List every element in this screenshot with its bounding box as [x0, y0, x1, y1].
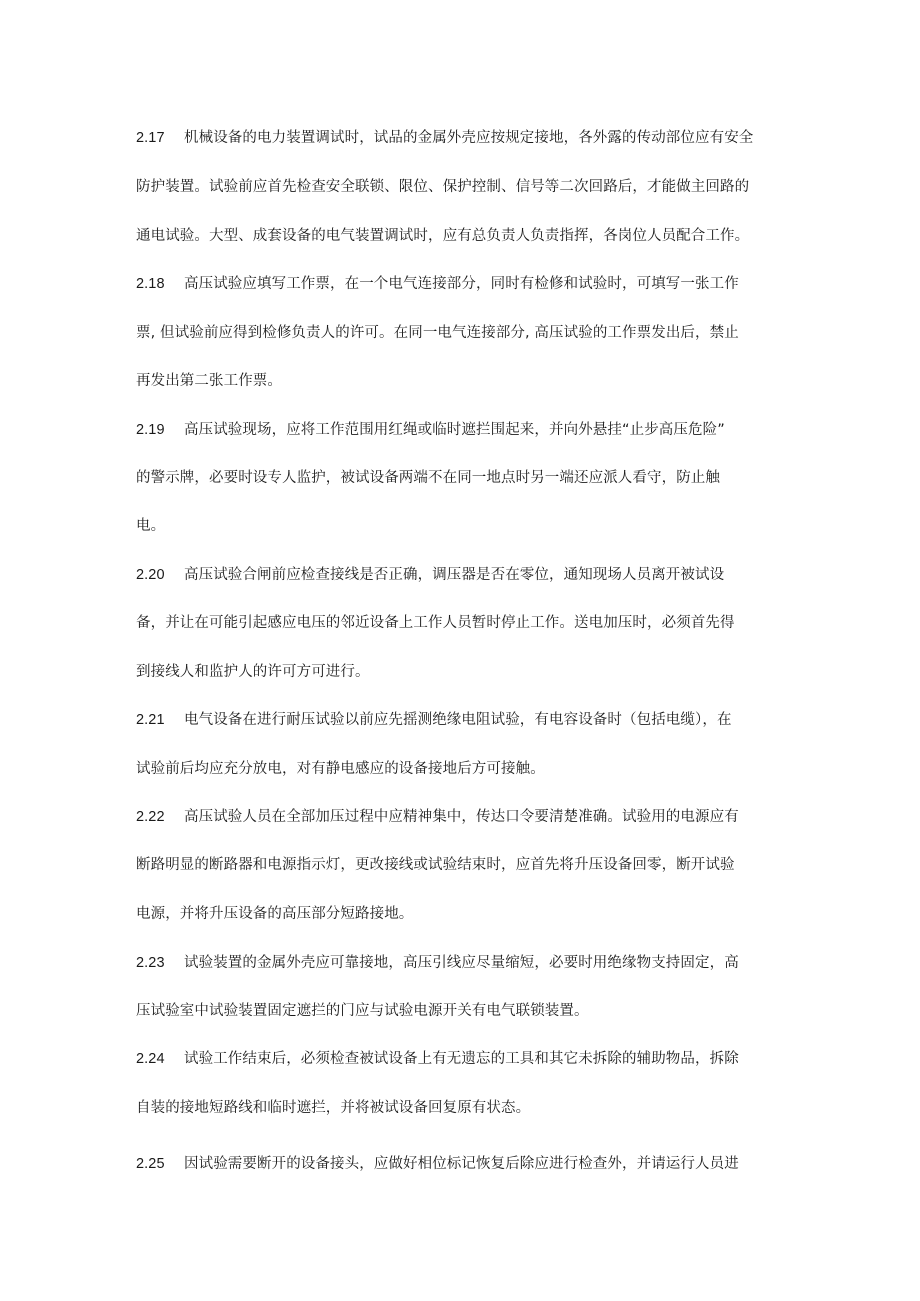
section-number: 2.21: [136, 712, 165, 728]
section-2-17-line-1: [136, 126, 796, 150]
paragraph-text: 高压试验应填写工作票，在一个电气连接部分，同时有检修和试验时，可填写一张工作: [184, 276, 739, 292]
paragraph-text: 高压试验人员在全部加压过程中应精神集中，传达口令要清楚准确。试验用的电源应有: [184, 809, 739, 825]
paragraph-text: 断路明显的断路器和电源指示灯，更改接线或试验结束时，应首先将升压设备回零，断开试验: [136, 857, 735, 873]
section-2-17-line-3: [136, 224, 796, 248]
paragraph-text: 到接线人和监护人的许可方可进行。: [136, 664, 370, 680]
section-2-20-line-3: [136, 660, 796, 684]
paragraph-text: 机械设备的电力装置调试时，试品的金属外壳应按规定接地，各外露的传动部位应有安全: [184, 130, 754, 146]
paragraph-text: 因试验需要断开的设备接头，应做好相位标记恢复后除应进行检查外，并请运行人员进: [184, 1156, 739, 1172]
paragraph-text: 的警示牌，必要时设专人监护，被试设备两端不在同一地点时另一端还应派人看守，防止触: [136, 470, 720, 486]
paragraph-text: 试验工作结束后，必须检查被试设备上有无遗忘的工具和其它未拆除的辅助物品，拆除: [184, 1051, 739, 1067]
section-number: 2.25: [136, 1156, 165, 1172]
section-2-21-line-1: [136, 708, 796, 732]
paragraph-text: 通电试验。大型、成套设备的电气装置调试时，应有总负责人负责指挥，各岗位人员配合工作。: [136, 228, 750, 244]
section-2-25-line-1: [136, 1152, 796, 1176]
section-2-22-line-3: [136, 902, 796, 926]
section-2-19-line-2: [136, 466, 796, 490]
section-2-18-line-3: [136, 369, 796, 393]
section-number: 2.18: [136, 276, 165, 292]
section-number: 2.17: [136, 130, 165, 146]
paragraph-text: 压试验室中试验装置固定遮拦的门应与试验电源开关有电气联锁装置。: [136, 1003, 589, 1019]
paragraph-text: 自装的接地短路线和临时遮拦，并将被试设备回复原有状态。: [136, 1100, 531, 1116]
paragraph-text: 高压试验合闸前应检查接线是否正确，调压器是否在零位，通知现场人员离开被试设: [184, 567, 725, 583]
section-number: 2.19: [136, 422, 165, 438]
paragraph-text: 高压试验现场，应将工作范围用红绳或临时遮拦围起来，并向外悬挂“止步高压危险”: [184, 422, 725, 438]
section-number: 2.23: [136, 955, 165, 971]
paragraph-text: 再发出第二张工作票。: [136, 373, 282, 389]
section-2-19-line-1: [136, 418, 796, 442]
section-number: 2.22: [136, 809, 165, 825]
section-2-20-line-1: [136, 563, 796, 587]
section-2-23-line-2: [136, 999, 796, 1023]
section-2-23-line-1: [136, 951, 796, 975]
section-2-22-line-2: [136, 853, 796, 877]
section-2-21-line-2: [136, 757, 796, 781]
paragraph-text: 备，并让在可能引起感应电压的邻近设备上工作人员暂时停止工作。送电加压时，必须首先得: [136, 615, 735, 631]
paragraph-text: 票, 但试验前应得到检修负责人的许可。在同一电气连接部分, 高压试验的工作票发出后，禁止: [136, 325, 739, 341]
section-2-24-line-2: [136, 1096, 796, 1120]
paragraph-text: 防护装置。试验前应首先检查安全联锁、限位、保护控制、信号等二次回路后，才能做主回路的: [136, 179, 750, 195]
paragraph-text: 试验前后均应充分放电，对有静电感应的设备接地后方可接触。: [136, 761, 545, 777]
section-2-22-line-1: [136, 805, 796, 829]
section-2-20-line-2: [136, 611, 796, 635]
paragraph-text: 电气设备在进行耐压试验以前应先摇测绝缘电阻试验，有电容设备时（包括电缆），在: [184, 712, 732, 728]
paragraph-text: 试验装置的金属外壳应可靠接地，高压引线应尽量缩短，必要时用绝缘物支持固定，高: [184, 955, 739, 971]
section-number: 2.24: [136, 1051, 165, 1067]
section-2-24-line-1: [136, 1047, 796, 1071]
paragraph-text: 电源，并将升压设备的高压部分短路接地。: [136, 906, 414, 922]
section-2-18-line-2: [136, 321, 796, 345]
section-2-18-line-1: [136, 272, 796, 296]
section-number: 2.20: [136, 567, 165, 583]
paragraph-text: 电。: [136, 518, 166, 534]
section-2-17-line-2: [136, 175, 796, 199]
section-2-19-line-3: [136, 514, 796, 538]
